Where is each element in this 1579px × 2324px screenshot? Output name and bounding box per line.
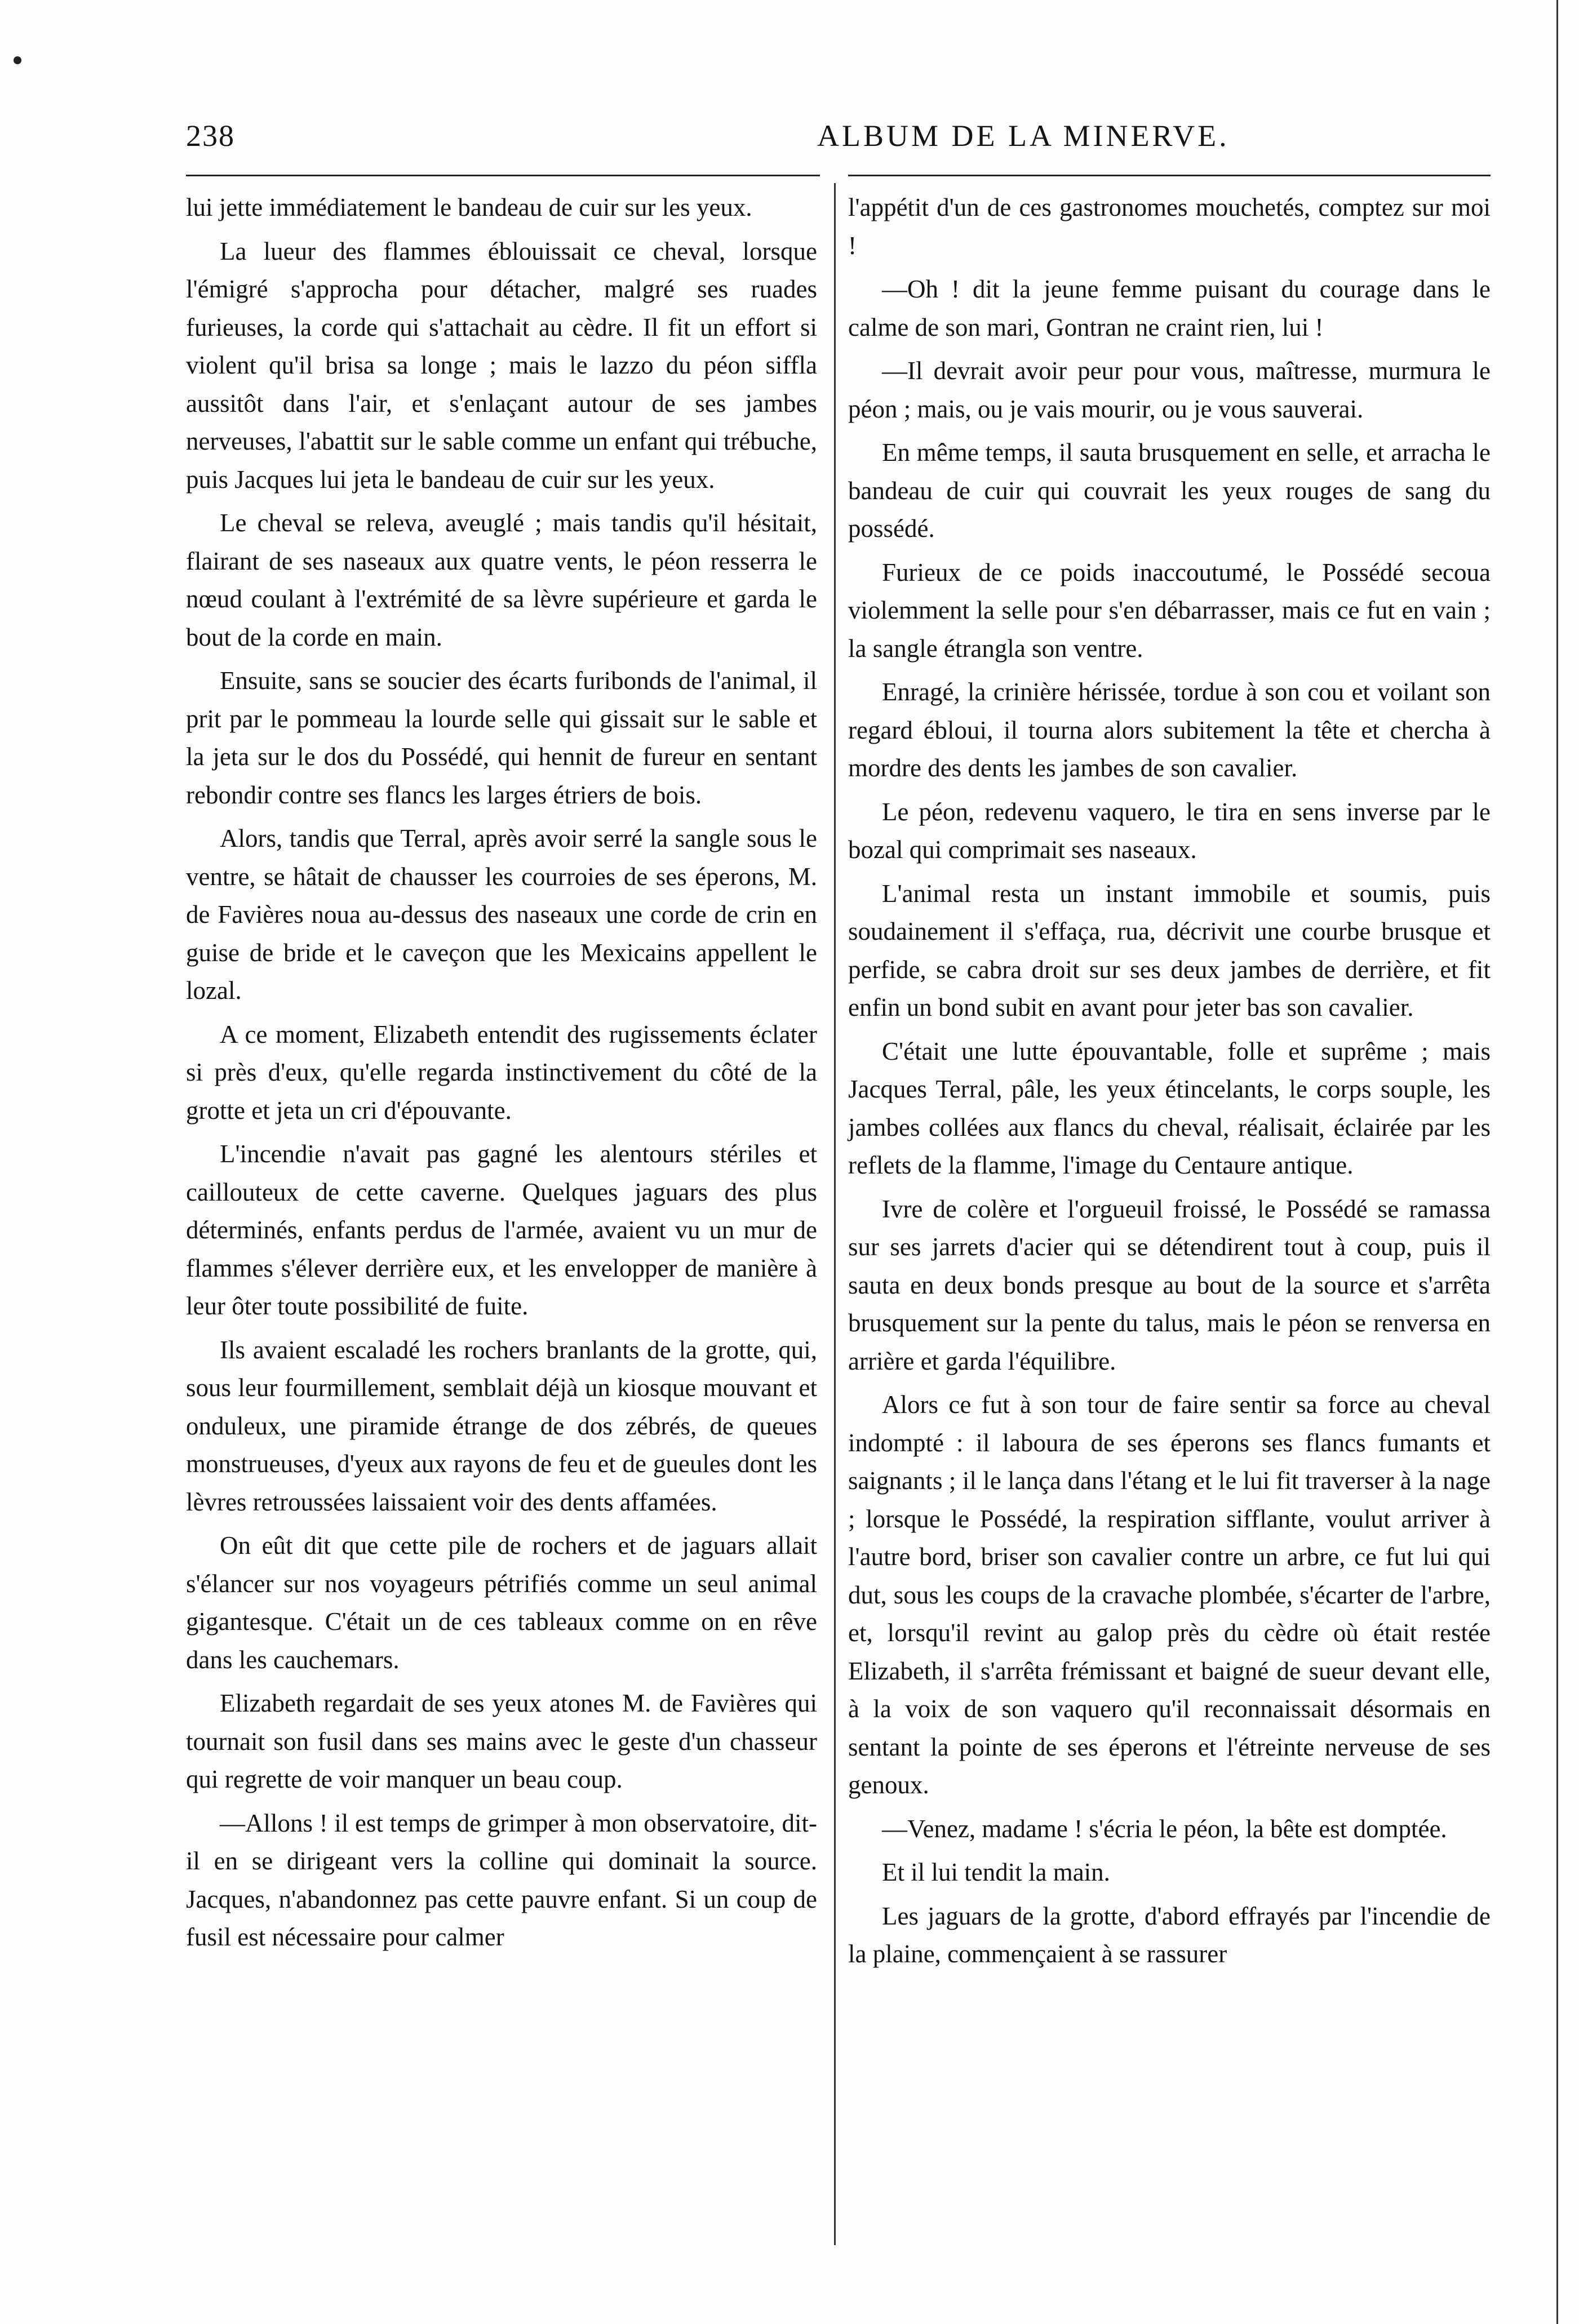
paragraph: C'était une lutte épouvantable, folle et suprême ; mais Jacques Terral, pâle, les yeux étincelants, le corps souple, les jambes collées aux flancs du cheval, réalisait, éclairée par les reflets de la flamme, l'image du Centaure antique. [848, 1037, 1491, 1179]
paragraph: Le péon, redevenu vaquero, le tira en sens inverse par le bozal qui comprimait ses naseaux. [848, 797, 1491, 864]
header-rule-left [186, 175, 820, 176]
paragraph: Enragé, la crinière hérissée, tordue à son cou et voilant son regard ébloui, il tourna alors subitement la tête et chercha à mordre des dents les jambes de son cavalier. [848, 678, 1491, 782]
left-column [186, 189, 817, 1962]
page-edge-line [1556, 0, 1558, 2324]
header-rule-right [848, 175, 1491, 176]
paragraph: Alors, tandis que Terral, après avoir serré la sangle sous le ventre, se hâtait de chausser les courroies de ses éperons, M. de Favières noua au-dessus des naseaux une corde de crin en guise de bride et le caveçon que les Mexicains appellent le lozal. [186, 824, 817, 1005]
paragraph: Ils avaient escaladé les rochers branlants de la grotte, qui, sous leur fourmillement, semblait déjà un kiosque mouvant et onduleux, une piramide étrange de dos zébrés, de queues monstrueuses, d'yeux aux rayons de feu et de gueules dont les lèvres retroussées laissaient voir des dents affamées. [186, 1335, 817, 1516]
paragraph: lui jette immédiatement le bandeau de cuir sur les yeux. [186, 193, 752, 221]
margin-dot [14, 56, 21, 64]
running-title: ALBUM DE LA MINERVE. [817, 119, 1230, 153]
paragraph: Le cheval se releva, aveuglé ; mais tandis qu'il hésitait, flairant de ses naseaux aux quatre vents, le péon resserra le nœud coulant à l'extrémité de sa lèvre supérieure et garda le bout de la corde en main. [186, 509, 817, 651]
paragraph: On eût dit que cette pile de rochers et de jaguars allait s'élancer sur nos voyageurs pétrifiés comme un seul animal gigantesque. C'était un de ces tableaux comme on en rêve dans les cauchemars. [186, 1531, 817, 1674]
paragraph: Furieux de ce poids inaccoutumé, le Possédé secoua violemment la selle pour s'en débarrasser, mais ce fut en vain ; la sangle étrangla son ventre. [848, 558, 1491, 663]
paragraph: Elizabeth regardait de ses yeux atones M. de Favières qui tournait son fusil dans ses mains avec le geste d'un chasseur qui regrette de voir manquer un beau coup. [186, 1689, 817, 1793]
paragraph: l'appétit d'un de ces gastronomes mouchetés, comptez sur moi ! [848, 193, 1491, 260]
paragraph: Et il lui tendit la main. [882, 1858, 1110, 1886]
paragraph: —Venez, madame ! s'écria le péon, la bête est domptée. [882, 1814, 1447, 1843]
paragraph: —Il devrait avoir peur pour vous, maîtresse, murmura le péon ; mais, ou je vais mourir, ou je vous sauverai. [848, 357, 1491, 423]
paragraph: La lueur des flammes éblouissait ce cheval, lorsque l'émigré s'approcha pour détacher, malgré ses ruades furieuses, la corde qui s'attachait au cèdre. Il fit un effort si violent qu'il brisa sa longe ; mais le lazzo du péon siffla aussitôt dans l'air, et s'enlaçant autour de ses jambes nerveuses, l'abattit sur le sable comme un enfant qui trébuche, puis Jacques lui jeta le bandeau de cuir sur les yeux. [186, 237, 817, 494]
paragraph: L'incendie n'avait pas gagné les alentours stériles et caillouteux de cette caverne. Quelques jaguars des plus déterminés, enfants perdus de l'armée, avaient vu un mur de flammes s'élever derrière eux, et les envelopper de manière à leur ôter toute possibilité de fuite. [186, 1140, 817, 1320]
paragraph: —Allons ! il est temps de grimper à mon observatoire, dit-il en se dirigeant vers la colline qui dominait la source. Jacques, n'abandonnez pas cette pauvre enfant. Si un coup de fusil est nécessaire pour calmer [186, 1808, 817, 1951]
paragraph: En même temps, il sauta brusquement en selle, et arracha le bandeau de cuir qui couvrait les yeux rouges de sang du possédé. [848, 438, 1491, 543]
paragraph: Les jaguars de la grotte, d'abord effrayés par l'incendie de la plaine, commençaient à se rassurer [848, 1901, 1491, 1968]
paragraph: Ivre de colère et l'orgueuil froissé, le Possédé se ramassa sur ses jarrets d'acier qui se détendirent tout à coup, puis il sauta en deux bonds presque au bout de la source et s'arrêta brusquement sur la pente du talus, mais le péon se renversa en arrière et garda l'équilibre. [848, 1194, 1491, 1375]
paragraph: A ce moment, Elizabeth entendit des rugissements éclater si près d'eux, qu'elle regarda instinctivement du côté de la grotte et jeta un cri d'épouvante. [186, 1020, 817, 1125]
paragraph: Ensuite, sans se soucier des écarts furibonds de l'animal, il prit par le pommeau la lourde selle qui gissait sur le sable et la jeta sur le dos du Possédé, qui hennit de fureur en sentant rebondir contre ses flancs les larges étriers de bois. [186, 666, 817, 809]
right-column [848, 189, 1491, 1979]
column-separator [834, 183, 836, 2245]
paragraph: Alors ce fut à son tour de faire sentir sa force au cheval indompté : il laboura de ses éperons ses flancs fumants et saignants ; il le lança dans l'étang et le lui fit traverser à la nage ; lorsque le Possédé, la respiration sifflante, voulut arriver à l'autre bord, briser son cavalier contre un arbre, ce fut lui qui dut, sous les coups de la cravache plombée, s'écarter de l'arbre, et, lorsqu'il revint au galop près du cèdre où était restée Elizabeth, il s'arrêta frémissant et baigné de sueur devant elle, à la voix de son vaquero qu'il reconnaissait désormais en sentant la pointe de ses éperons et l'étreinte nerveuse de ses genoux. [848, 1390, 1491, 1799]
page-header [186, 118, 1505, 158]
page-number: 238 [186, 119, 235, 153]
paragraph: —Oh ! dit la jeune femme puisant du courage dans le calme de son mari, Gontran ne craint rien, lui ! [848, 275, 1491, 341]
paragraph: L'animal resta un instant immobile et soumis, puis soudainement il s'effaça, rua, décrivit une courbe brusque et perfide, se cabra droit sur ses deux jambes de derrière, et fit enfin un bond subit en avant pour jeter bas son cavalier. [848, 879, 1491, 1021]
